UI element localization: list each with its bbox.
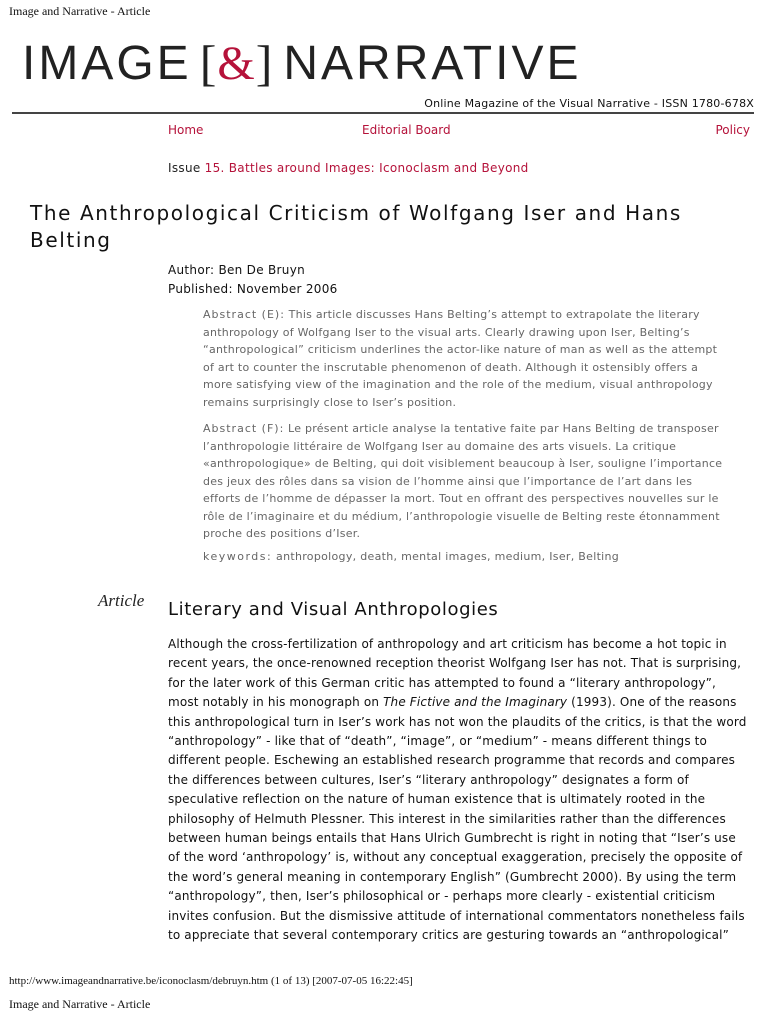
body-text-part-1: Although the cross-fertilization of anthropology and art criticism has become a hot topic in recent years, the once-renowned reception theorist Wolfgang Iser has not. That is surprising, for the later work of this German critic has attempted to found a “literary anthropology”, most notably in his monograph on <box>168 637 742 710</box>
article-body-paragraph <box>168 635 748 946</box>
article-author: Author: Ben De Bruyn <box>168 263 305 277</box>
nav-editorial-board-link[interactable]: Editorial Board <box>362 123 451 137</box>
issue-label: Issue <box>168 161 201 175</box>
abstract-french <box>203 420 723 543</box>
logo-word-image: IMAGE <box>22 36 192 90</box>
header-divider <box>12 112 754 114</box>
nav-home-link[interactable]: Home <box>168 123 204 137</box>
print-footer-url: http://www.imageandnarrative.be/iconoclasm/debruyn.htm (1 of 13) [2007-07-05 16:22:45] <box>9 975 413 987</box>
print-footer-title: Image and Narrative - Article <box>9 997 151 1011</box>
logo-close-bracket: ] <box>255 35 276 91</box>
keywords-text: anthropology, death, mental images, medium, Iser, Belting <box>272 550 620 563</box>
article-title: The Anthropological Criticism of Wolfgang Iser and Hans Belting <box>30 201 682 252</box>
article-section-label: Article <box>98 591 145 610</box>
print-header: Image and Narrative - Article <box>9 4 151 18</box>
abstract-english-text: This article discusses Hans Belting’s attempt to extrapolate the literary anthropology of Wolfgang Iser to the visual arts. Clearly drawing upon Iser, Belting’s “anthropological” criticism underlines the actor-like nature of man as well as the attempt of art to counter the inscrutable phenomenon of death. Although it ostensibly offers a more satisfying view of the imagination and the role of the medium, visual anthropology remains surprisingly close to Iser’s position. <box>203 308 718 409</box>
abstract-english <box>203 306 723 411</box>
keywords <box>203 550 619 563</box>
book-title: The Fictive and the Imaginary <box>383 695 568 710</box>
abstract-french-text: Le présent article analyse la tentative faite par Hans Belting de transposer l’anthropologie littéraire de Wolfgang Iser au domaine des arts visuels. La critique «anthropologique» de Belting, qui doit visiblement beaucoup à Iser, souligne l’importance des jeux des rôles dans sa vision de l’homme ainsi que l’importance de l’art dans les efforts de l’homme de dépasser la mort. Tout en offrant des perspectives nouvelles sur le rôle de l’imaginaire et du médium, l’anthropologie visuelle de Belting reste étonnamment proche des positions d’Iser. <box>203 422 723 540</box>
article-published-date: Published: November 2006 <box>168 282 338 296</box>
issue-line <box>168 161 529 175</box>
keywords-label: keywords: <box>203 550 273 563</box>
logo-word-narrative: NARRATIVE <box>283 36 582 90</box>
nav-policy-link[interactable]: Policy <box>715 123 750 137</box>
site-logo[interactable] <box>22 35 742 91</box>
logo-ampersand-mark <box>200 34 276 92</box>
body-text-part-2: (1993). One of the reasons this anthropological turn in Iser’s work has not won the plaudits of the critics, is that the word “anthropology” - like that of “death”, “image”, or “medium” - means different things to different people. Eschewing an established research programme that records and compares the differences between cultures, Iser’s “literary anthropology” designates a form of speculative reflection on the nature of human existence that is ultimately rooted in the philosophy of Helmuth Plessner. This interest in the similarities rather than the differences between human beings entails that Hans Ulrich Gumbrecht is right in noting that “Iser’s use of the word ‘anthropology’ is, without any conceptual exaggeration, precisely the opposite of the word’s general meaning in contemporary English” (Gumbrecht 2000). By using the term “anthropology”, then, Iser’s philosophical or - perhaps more clearly - existential criticism invites confusion. But the dismissive attitude of international commentators nonetheless fails to appreciate that several contemporary critics are gesturing towards an “anthropological” <box>168 695 747 943</box>
abstract-english-label: Abstract (E): <box>203 308 285 321</box>
logo-open-bracket: [ <box>199 35 220 91</box>
section-heading: Literary and Visual Anthropologies <box>168 599 499 620</box>
abstract-french-label: Abstract (F): <box>203 422 285 435</box>
site-subtitle: Online Magazine of the Visual Narrative - ISSN 1780-678X <box>424 97 754 110</box>
issue-link[interactable]: 15. Battles around Images: Iconoclasm and Beyond <box>204 161 529 175</box>
logo-ampersand: & <box>217 36 258 90</box>
